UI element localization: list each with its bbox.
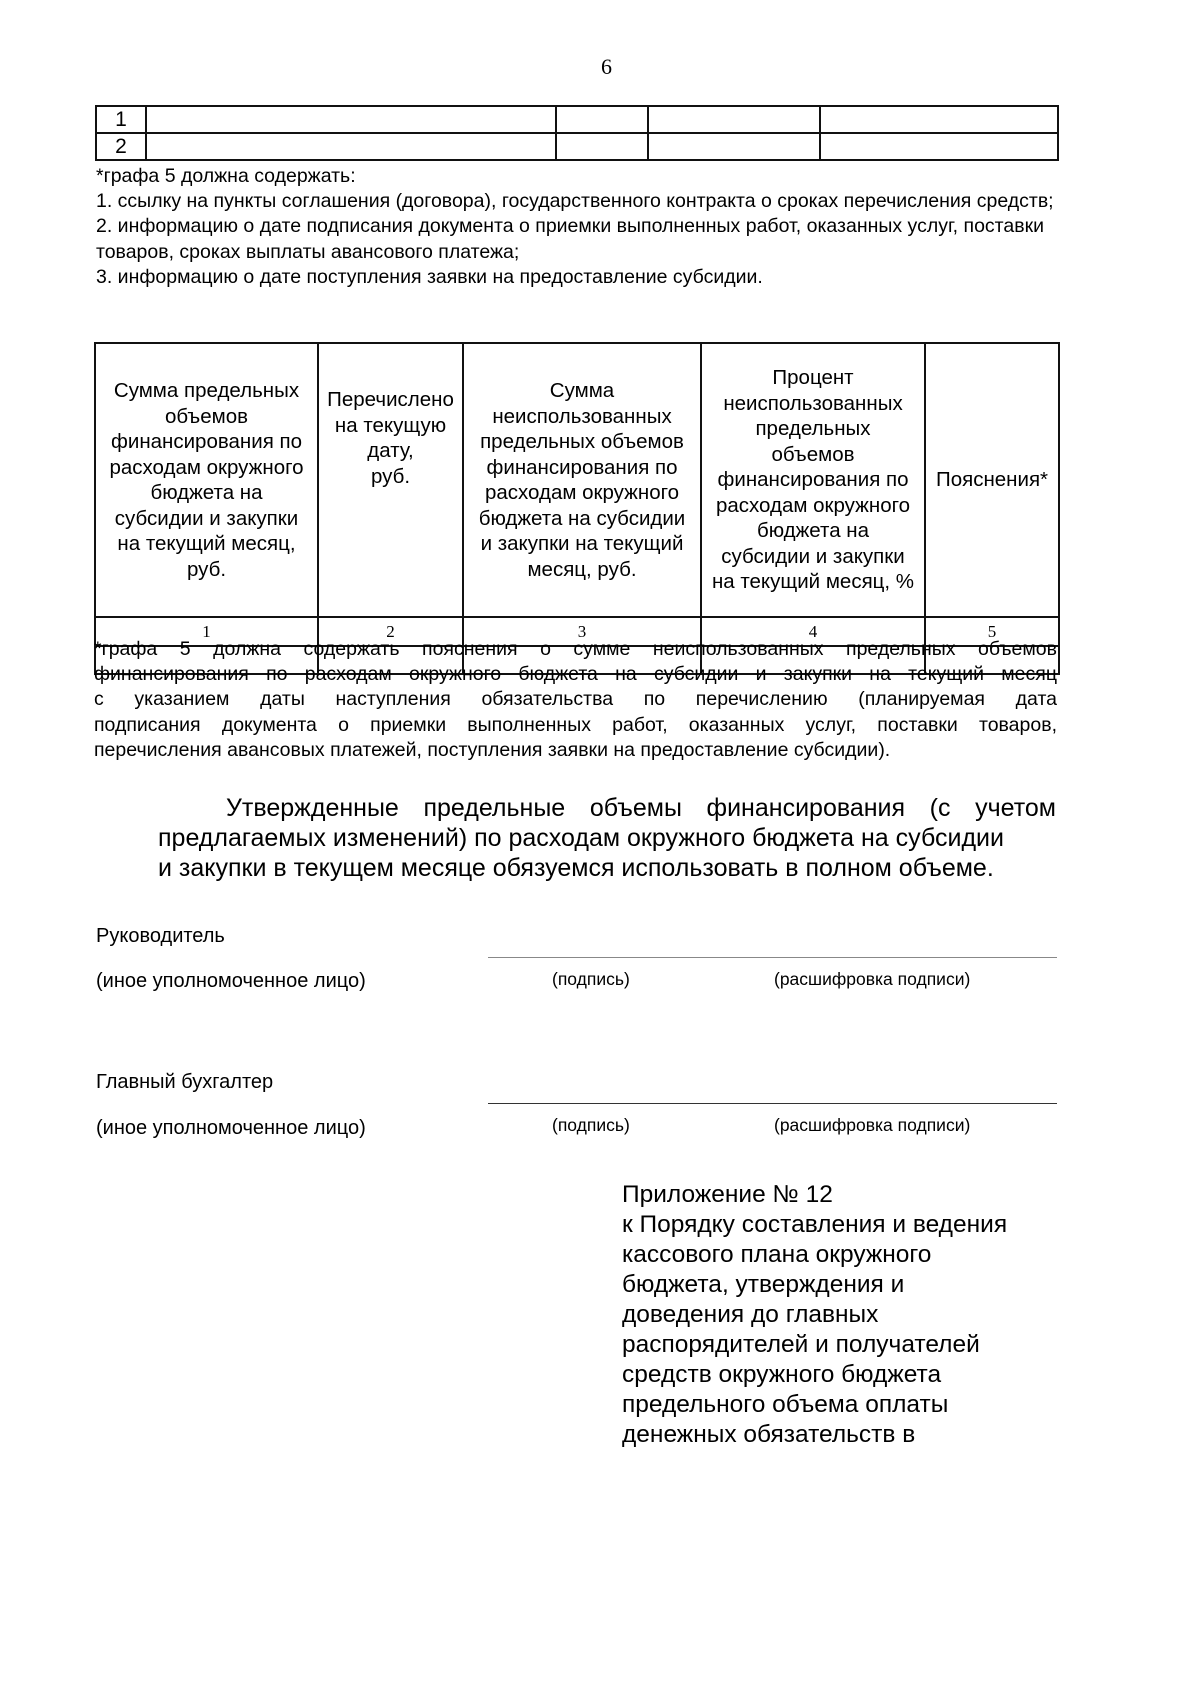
appendix-line: кассового плана окружного: [622, 1241, 932, 1268]
header-line: объемов: [771, 442, 855, 466]
footnote-line: *графа 5 должна содержать пояснения о сумме неиспользованных предельных объемов: [94, 638, 1057, 660]
signature-caption: (подпись): [552, 1115, 630, 1135]
appendix-line: распорядителей и получателей: [622, 1331, 980, 1358]
column-number: 5: [925, 617, 1059, 646]
footnote-line: с указанием даты наступления обязательства по перечислению (планируемая дата: [94, 688, 1057, 711]
header-line: Сумма предельных: [113, 379, 300, 402]
header-line: на текущий месяц, %: [711, 570, 915, 594]
footnote-line: перечисления авансовых платежей, поступления заявки на предоставление субсидии).: [94, 738, 891, 761]
header-line: неиспользованных: [723, 391, 903, 415]
page-number: 6: [601, 54, 612, 79]
table-cell: [648, 106, 820, 133]
header-line: Пояснения*: [935, 468, 1049, 492]
header-line: финансирования по: [111, 430, 302, 453]
table-header-row: [95, 343, 1059, 617]
appendix-line: доведения до главных: [622, 1301, 879, 1328]
table-cell: 1: [96, 106, 146, 133]
header-line: и закупки на текущий: [480, 532, 684, 555]
header-line: расходам окружного: [715, 493, 911, 517]
table-cell: [556, 133, 648, 160]
table-cell: [820, 133, 1058, 160]
table-cell: [648, 133, 820, 160]
table-row: [96, 133, 1058, 160]
signature-caption: (подпись): [552, 969, 630, 989]
signature-decode-caption: (расшифровка подписи): [774, 969, 971, 989]
column-number: 4: [701, 617, 925, 646]
commitment-line: предлагаемых изменений) по расходам окружного бюджета на субсидии: [158, 824, 1004, 852]
appendix-line: бюджета, утверждения и: [622, 1271, 905, 1298]
signatory-subtitle: (иное уполномоченное лицо): [96, 970, 366, 992]
header-line: на текущую: [334, 413, 447, 437]
footnote-line: подписания документа о приемки выполненных работ, оказанных услуг, поставки товаров,: [94, 713, 1057, 736]
header-line: руб.: [370, 464, 411, 488]
column-header-transferred: [318, 343, 463, 617]
footnote-item: 2. информацию о дате подписания документа о приемки выполненных работ, оказанных услуг, поставки товаров, сроках выплаты авансового платежа;: [96, 215, 1045, 263]
appendix-heading: [622, 1180, 1062, 1450]
header-line: субсидии и закупки: [721, 544, 905, 568]
column-header-unused-sum: [463, 343, 701, 617]
signature-decode-caption: (расшифровка подписи): [774, 1115, 971, 1135]
table-cell: 2: [96, 133, 146, 160]
header-line: расходам окружного: [484, 481, 680, 504]
header-line: Сумма: [549, 379, 615, 402]
table-cell: [146, 133, 556, 160]
footnote-line: финансирования по расходам окружного бюджета на субсидии и закупки на текущий месяц: [94, 663, 1057, 686]
commitment-paragraph: [158, 793, 1056, 883]
appendix-line: к Порядку составления и ведения: [622, 1211, 1008, 1238]
header-line: бюджета на субсидии: [478, 506, 686, 530]
commitment-line: Утвержденные предельные объемы финансирования (с учетом: [226, 794, 1056, 822]
column-header-explanations: [925, 343, 1059, 617]
main-table: [94, 342, 1060, 675]
header-line: объемов: [164, 404, 249, 428]
footnote-heading: *графа 5 должна содержать:: [96, 165, 356, 187]
signatory-subtitle: (иное уполномоченное лицо): [96, 1117, 366, 1139]
column-number: 3: [463, 617, 701, 646]
header-line: на текущий месяц,: [117, 532, 296, 555]
table-cell: [146, 106, 556, 133]
signatory-title-accountant: Главный бухгалтер: [96, 1071, 274, 1093]
top-table: [95, 105, 1059, 161]
table-cell: [556, 106, 648, 133]
column-header-unused-percent: [701, 343, 925, 617]
header-line: неиспользованных: [492, 404, 672, 428]
signature-line[interactable]: [488, 1103, 1057, 1104]
header-line: дату,: [367, 439, 414, 462]
column-header-planned-sum: [95, 343, 318, 617]
footnote-column5: [96, 164, 1056, 290]
header-line: предельных: [755, 417, 871, 441]
column-number: 1: [95, 617, 318, 646]
header-line: руб.: [186, 557, 227, 581]
footnote-item: 3. информацию о дате поступления заявки на предоставление субсидии.: [96, 265, 763, 288]
footnote-explanations: [94, 637, 1057, 763]
signatory-title-head: Руководитель: [96, 925, 225, 947]
commitment-line: и закупки в текущем месяце обязуемся использовать в полном объеме.: [158, 854, 994, 882]
appendix-title: Приложение № 12: [622, 1181, 833, 1208]
header-line: Процент: [772, 366, 854, 390]
table-cell: [820, 106, 1058, 133]
header-line: Перечислено: [327, 388, 454, 411]
appendix-line: средств окружного бюджета: [622, 1361, 942, 1388]
header-line: месяц, руб.: [527, 557, 637, 581]
table-row: [96, 106, 1058, 133]
header-line: расходам окружного: [109, 455, 304, 479]
header-line: финансирования по: [486, 455, 678, 479]
header-line: финансирования по: [717, 468, 909, 492]
appendix-line: предельного объема оплаты: [622, 1391, 949, 1418]
header-line: бюджета на: [150, 481, 263, 504]
header-line: бюджета на: [756, 519, 870, 543]
appendix-line: денежных обязательств в: [622, 1421, 916, 1448]
header-line: субсидии и закупки: [114, 506, 299, 530]
header-line: предельных объемов: [480, 430, 684, 453]
footnote-item: 1. ссылку на пункты соглашения (договора), государственного контракта о сроках перечисления средств;: [96, 190, 1054, 213]
signature-line[interactable]: [488, 957, 1057, 958]
column-number: 2: [318, 617, 463, 646]
